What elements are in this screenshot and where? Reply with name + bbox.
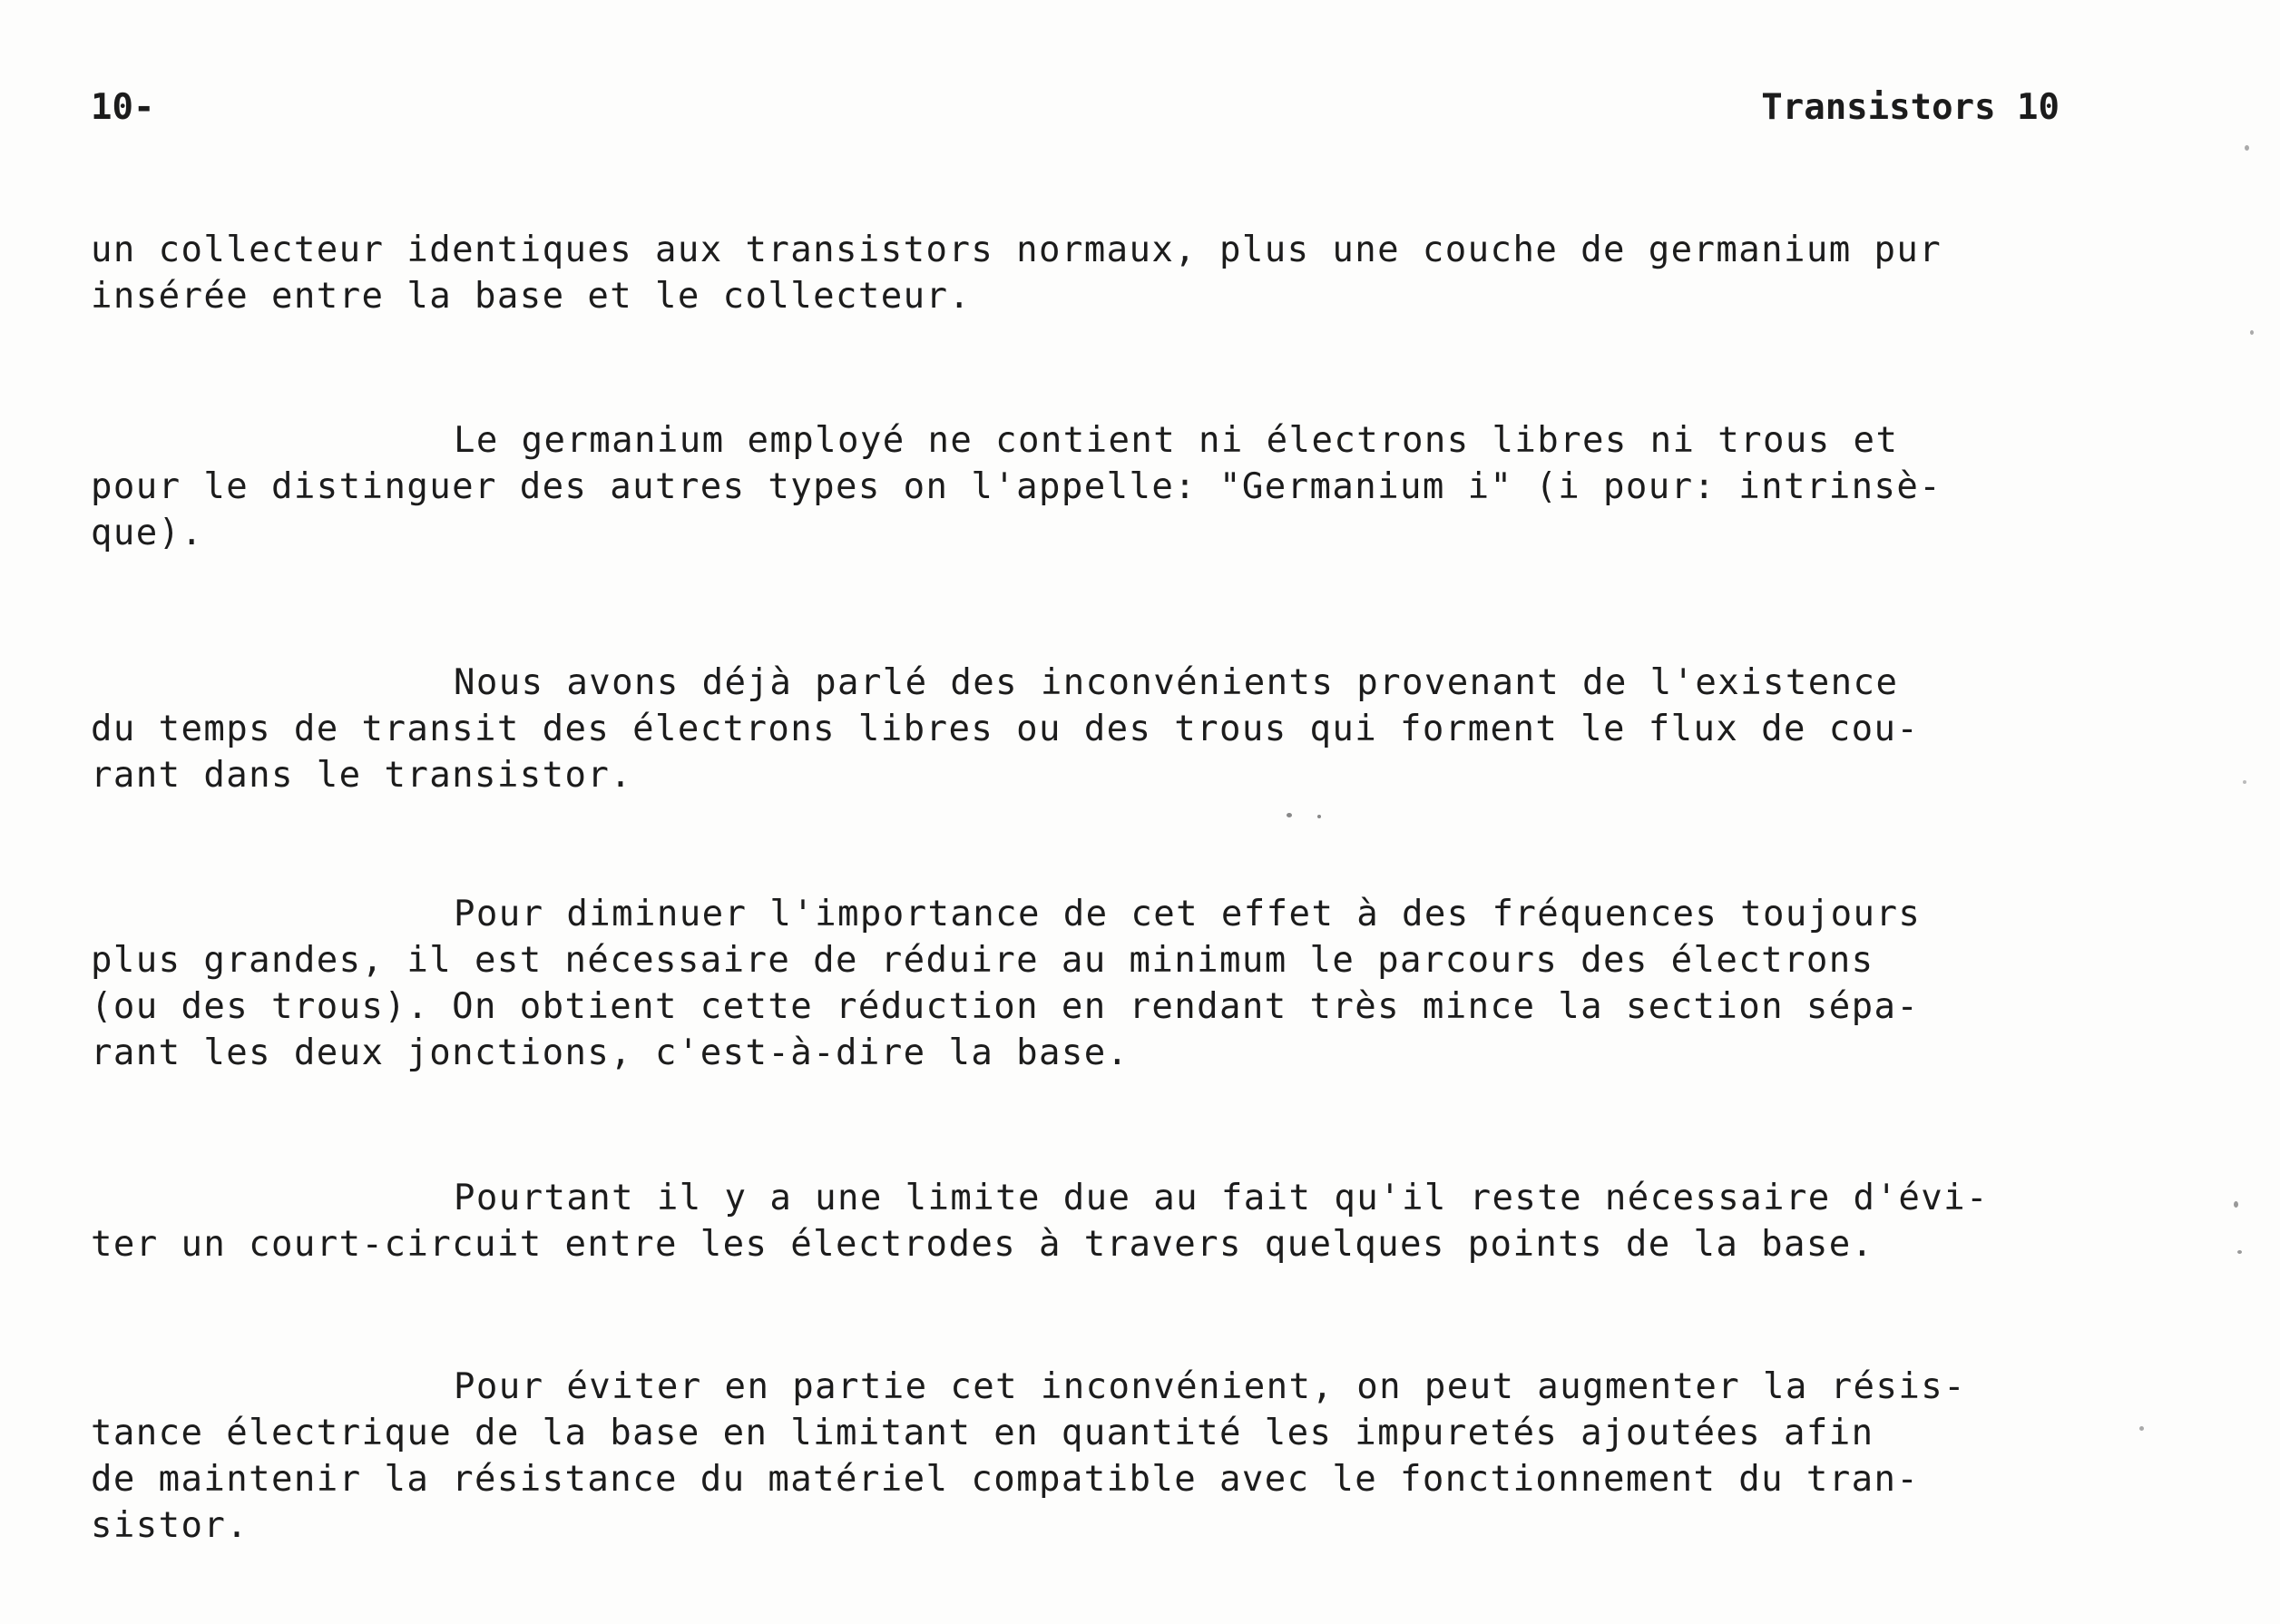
paragraph-3 <box>91 660 2078 798</box>
paragraph-4 <box>91 891 2078 1076</box>
text-line: tance électrique de la base en limitant en quantité les impuretés ajoutées afin <box>91 1413 1874 1453</box>
text-line: (ou des trous). On obtient cette réduction en rendant très mince la section sépa- <box>91 986 1920 1027</box>
text-line: Pourtant il y a une limite due au fait qu'il reste nécessaire d'évi- <box>454 1178 1989 1218</box>
scan-speck <box>1287 813 1292 817</box>
scan-speck <box>2237 1250 2242 1254</box>
text-line: un collecteur identiques aux transistors normaux, plus une couche de germanium pur <box>91 230 1942 270</box>
paragraph-2 <box>91 417 2078 556</box>
scan-speck <box>1317 815 1321 818</box>
scan-speck <box>2250 330 2254 335</box>
text-line: sistor. <box>91 1505 250 1546</box>
paragraph-1 <box>91 227 2078 319</box>
text-line: plus grandes, il est nécessaire de réduire au minimum le parcours des électrons <box>91 940 1874 981</box>
text-line: que). <box>91 513 204 553</box>
text-line: Nous avons déjà parlé des inconvénients provenant de l'existence <box>454 662 1899 703</box>
text-line: Pour éviter en partie cet inconvénient, on peut augmenter la résis- <box>454 1366 1966 1407</box>
scan-speck <box>2234 1201 2238 1208</box>
text-line: rant dans le transistor. <box>91 755 633 796</box>
text-line: Le germanium employé ne contient ni électrons libres ni trous et <box>454 420 1899 461</box>
text-line: de maintenir la résistance du matériel compatible avec le fonctionnement du tran- <box>91 1459 1920 1500</box>
text-line: rant les deux jonctions, c'est-à-dire la base. <box>91 1032 1130 1073</box>
paragraph-5 <box>91 1175 2078 1267</box>
scan-speck <box>2245 145 2249 151</box>
text-line: Pour diminuer l'importance de cet effet à des fréquences toujours <box>454 894 1922 934</box>
running-title: Transistors 10 <box>1761 87 2060 128</box>
scan-speck <box>2243 780 2246 784</box>
paragraph-6 <box>91 1364 2078 1549</box>
text-line: insérée entre la base et le collecteur. <box>91 276 972 317</box>
running-header <box>91 87 2060 134</box>
text-line: ter un court-circuit entre les électrodes à travers quelques points de la base. <box>91 1224 1874 1265</box>
scan-speck <box>2139 1426 2144 1431</box>
page-number: 10- <box>91 87 155 128</box>
text-line: pour le distinguer des autres types on l'appelle: "Germanium i" (i pour: intrinsè- <box>91 466 1942 507</box>
text-line: du temps de transit des électrons libres ou des trous qui forment le flux de cou- <box>91 709 1920 749</box>
